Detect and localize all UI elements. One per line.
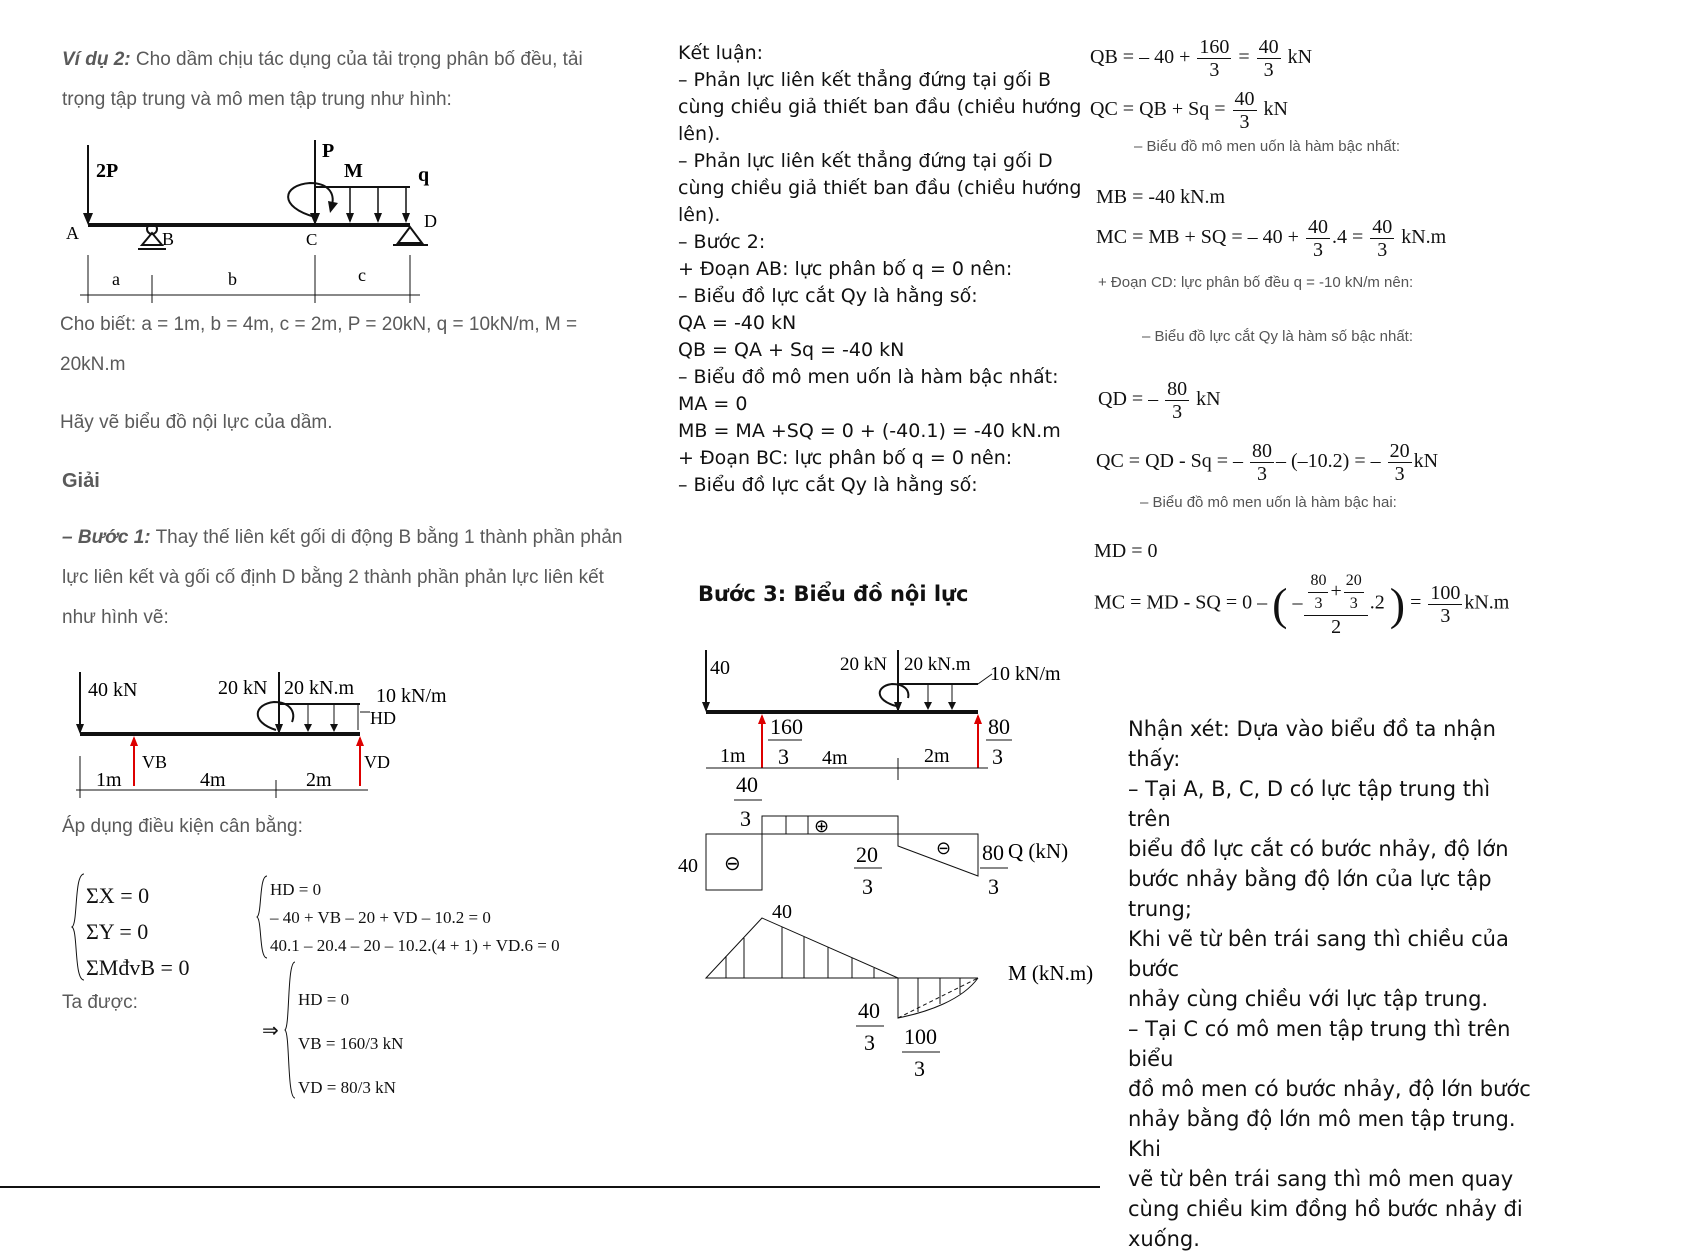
intro-text: Cho dầm chịu tác dụng của tải trọng phân bố đều, tải: [135, 49, 583, 70]
dim-2m: 2m: [306, 769, 332, 791]
text-line: + Đoạn AB: lực phân bố q = 0 nên:: [678, 258, 1013, 280]
system-right: [270, 876, 560, 960]
equilibrium-text: Áp dụng điều kiện cân bằng:: [62, 816, 303, 837]
eq-mb: MB = -40 kN.m: [1096, 186, 1226, 208]
eq-qb: QB = – 40 + $\frac{160}{3}$ = $\frac{40}{3}$ kN: [1090, 36, 1313, 81]
intro-text-2: trọng tập trung và mô men tập trung như hình:: [62, 89, 452, 110]
load-10knm: 10 kN/m: [376, 685, 447, 707]
diag-dim-2m: 2m: [924, 745, 950, 767]
shear-block-bc: [762, 816, 898, 834]
internal-force-diagram: [678, 640, 1108, 1080]
solution-heading: Giải: [62, 470, 100, 492]
remark-line: – Tại A, B, C, D có lực tập trung thì trên: [1128, 777, 1491, 831]
dim-b: b: [228, 269, 237, 289]
text-line: – Phản lực liên kết thẳng đứng tại gối D: [678, 150, 1053, 172]
sum-m: ΣMđvB = 0: [86, 955, 190, 980]
diag-load-10knm: 10 kN/m: [990, 663, 1061, 685]
beam-figure-2: [76, 660, 476, 805]
moment-arc: [288, 183, 333, 217]
given-text-2: 20kN.m: [60, 354, 126, 375]
reaction-80: 80: [988, 714, 1010, 739]
dim-a: a: [112, 269, 120, 289]
step1-text: Thay thế liên kết gối di động B bằng 1 thành phần phản: [155, 527, 623, 548]
reaction-hd: HD: [370, 708, 396, 728]
conclusion-block: [678, 40, 1081, 499]
step1-text-3: như hình vẽ:: [62, 607, 169, 628]
given-text: Cho biết: a = 1m, b = 4m, c = 2m, P = 20kN, q = 10kN/m, M =: [60, 314, 578, 335]
diag-moment-20knm: 20 kN.m: [904, 654, 971, 675]
result-label: Ta được:: [62, 992, 138, 1013]
bottom-divider: [0, 1186, 1100, 1188]
text-line: – Biểu đồ lực cắt Qy là hằng số:: [678, 474, 978, 496]
diag-load-40kn: 40: [710, 657, 730, 679]
remark-paragraph: [1128, 714, 1538, 1254]
unit-kn: kN: [1413, 450, 1439, 473]
dim-c: c: [358, 265, 366, 285]
eq-md: MD = 0: [1094, 540, 1158, 562]
remark-line: Nhận xét: Dựa vào biểu đồ ta nhận thấy:: [1128, 717, 1496, 771]
note-segment-cd: + Đoạn CD: lực phân bố đều q = -10 kN/m nên:: [1098, 274, 1414, 291]
shear-plus-sign: ⊕: [814, 816, 830, 836]
step1-text-2: lực liên kết và gối cố định D bằng 2 thành phần phản lực liên kết: [62, 567, 604, 588]
text-line: QB = QA + Sq = -40 kN: [678, 339, 905, 361]
text-line: cùng chiều giả thiết ban đầu (chiều hướng: [678, 96, 1082, 118]
text-line: cùng chiều giả thiết ban đầu (chiều hướng: [678, 177, 1082, 199]
label-point-b: B: [162, 229, 175, 249]
remark-line: nhảy bằng độ lớn mô men tập trung. Khi: [1128, 1107, 1516, 1161]
remark-line: bước nhảy bằng độ lớn của lực tập trung;: [1128, 867, 1492, 921]
system-left: [86, 878, 189, 986]
result-system: [298, 978, 403, 1110]
shear-80-den: 3: [988, 874, 999, 899]
sum-y: ΣY = 0: [86, 919, 149, 944]
diag-dim-4m: 4m: [822, 747, 848, 769]
text-line: QA = -40 kN: [678, 312, 797, 334]
eq-qc2: QC = QD - Sq = – $\frac{80}{3}$ – (–10.2) = – $\frac{20}{3}$ kN: [1096, 440, 1439, 485]
shear-20-den: 3: [862, 874, 873, 899]
load-20kn: 20 kN: [218, 677, 268, 699]
remark-line: đồ mô men có bước nhảy, độ lớn bước: [1128, 1077, 1531, 1101]
eq-mc2: MC = MD - SQ = 0 – ( – $\frac{80}{3}$ + $\frac{20}{3}$ 2 .2 ) = $\frac{100}{3}$ kN.m: [1094, 572, 1510, 638]
result-vd: VD = 80/3 kN: [298, 1078, 396, 1097]
intro-label: Ví dụ 2:: [62, 49, 131, 70]
diag-load-20kn: 20 kN: [840, 654, 887, 675]
remark-line: nhảy cùng chiều với lực tập trung.: [1128, 987, 1489, 1011]
result-vb: VB = 160/3 kN: [298, 1034, 404, 1053]
remark-line: Khi vẽ từ bên trái sang thì chiều của bước: [1128, 927, 1509, 981]
label-q: q: [418, 164, 430, 186]
unit-kn: kN: [1196, 388, 1221, 411]
note-moment-linear: – Biểu đồ mô men uốn là hàm bậc nhất:: [1134, 138, 1401, 155]
shear-80-num: 80: [982, 840, 1004, 865]
label-point-c: C: [306, 230, 318, 249]
shear-40: 40: [678, 855, 698, 877]
label-point-d: D: [424, 211, 437, 231]
text-line: – Bước 2:: [678, 231, 766, 253]
remark-line: cùng chiều kim đồng hồ bước nhảy đi: [1128, 1197, 1523, 1221]
remark-line: vẽ từ bên trái sang thì mô men quay: [1128, 1167, 1514, 1191]
reaction-160: 160: [770, 714, 803, 739]
text-line: Kết luận:: [678, 42, 764, 64]
load-40kn: 40 kN: [88, 679, 138, 701]
text-line: – Biểu đồ lực cắt Qy là hằng số:: [678, 285, 978, 307]
shear-axis-label: Q (kN): [1008, 839, 1069, 863]
remark-line: biểu đồ lực cắt có bước nhảy, độ lớn: [1128, 837, 1509, 861]
step1-label: – Bước 1:: [62, 527, 151, 548]
eq-mc: MC = MB + SQ = – 40 + $\frac{40}{3}$ .4 = $\frac{40}{3}$ kN.m: [1096, 216, 1447, 261]
text-line: lên).: [678, 123, 721, 145]
moment-100-den: 3: [914, 1056, 925, 1080]
support-d: [398, 227, 422, 243]
text-line: – Phản lực liên kết thẳng đứng tại gối B: [678, 69, 1052, 91]
shear-20-num: 20: [856, 842, 878, 867]
text-line: + Đoạn BC: lực phân bố q = 0 nên:: [678, 447, 1013, 469]
reaction-vb: VB: [142, 752, 168, 772]
reaction-160-den: 3: [778, 744, 789, 769]
dim-4m: 4m: [200, 769, 226, 791]
unit-knm: kN.m: [1464, 591, 1510, 614]
given-paragraph: [60, 305, 680, 385]
diag-dim-1m: 1m: [720, 745, 746, 767]
moment-100-num: 100: [904, 1024, 937, 1049]
shear-40-num: 40: [736, 772, 758, 797]
note-moment-quadratic: – Biểu đồ mô men uốn là hàm bậc hai:: [1140, 494, 1397, 511]
shear-40-den: 3: [740, 806, 751, 831]
step3-heading: Bước 3: Biểu đồ nội lực: [698, 582, 969, 606]
reaction-vd: VD: [364, 752, 390, 772]
eq-qd: QD = – $\frac{80}{3}$ kN: [1098, 378, 1221, 423]
label-point-a: A: [66, 223, 79, 243]
eq-sum-y: – 40 + VB – 20 + VD – 10.2 = 0: [270, 908, 491, 927]
label-p: P: [322, 140, 335, 162]
moment-40: 40: [772, 901, 792, 923]
eq-hd: HD = 0: [270, 880, 322, 899]
sum-x: ΣX = 0: [86, 883, 150, 908]
moment-axis-label: M (kN.m): [1008, 961, 1094, 985]
dim-1m: 1m: [96, 769, 122, 791]
moment-area-ac: [706, 918, 898, 978]
text-line: MB = MA +SQ = 0 + (-40.1) = -40 kN.m: [678, 420, 1061, 442]
shear-minus-sign-2: ⊖: [936, 838, 952, 858]
beam-figure-1: [60, 135, 460, 310]
moment-20knm: 20 kN.m: [284, 677, 354, 699]
remark-line: – Tại C có mô men tập trung thì trên biểu: [1128, 1017, 1511, 1071]
moment-40-num: 40: [858, 998, 880, 1023]
unit-kn: kN: [1263, 98, 1288, 121]
reaction-80-den: 3: [992, 744, 1003, 769]
label-m: M: [344, 160, 363, 182]
text-line: lên).: [678, 204, 721, 226]
shear-minus-sign: ⊖: [724, 853, 741, 875]
step1-paragraph: [62, 518, 702, 638]
eq-qc: QC = QB + Sq = $\frac{40}{3}$ kN: [1090, 88, 1288, 133]
text-line: MA = 0: [678, 393, 748, 415]
text-line: – Biểu đồ mô men uốn là hàm bậc nhất:: [678, 366, 1059, 388]
result-hd: HD = 0: [298, 990, 350, 1009]
intro-paragraph: [62, 40, 662, 120]
remark-line: xuống.: [1128, 1227, 1200, 1251]
moment-40-den: 3: [864, 1030, 875, 1055]
task-text: Hãy vẽ biểu đồ nội lực của dầm.: [60, 412, 333, 433]
label-2p: 2P: [96, 160, 119, 182]
note-shear-linear: – Biểu đồ lực cắt Qy là hàm số bậc nhất:: [1142, 328, 1414, 345]
eq-sum-m: 40.1 – 20.4 – 20 – 10.2.(4 + 1) + VD.6 = 0: [270, 936, 560, 955]
